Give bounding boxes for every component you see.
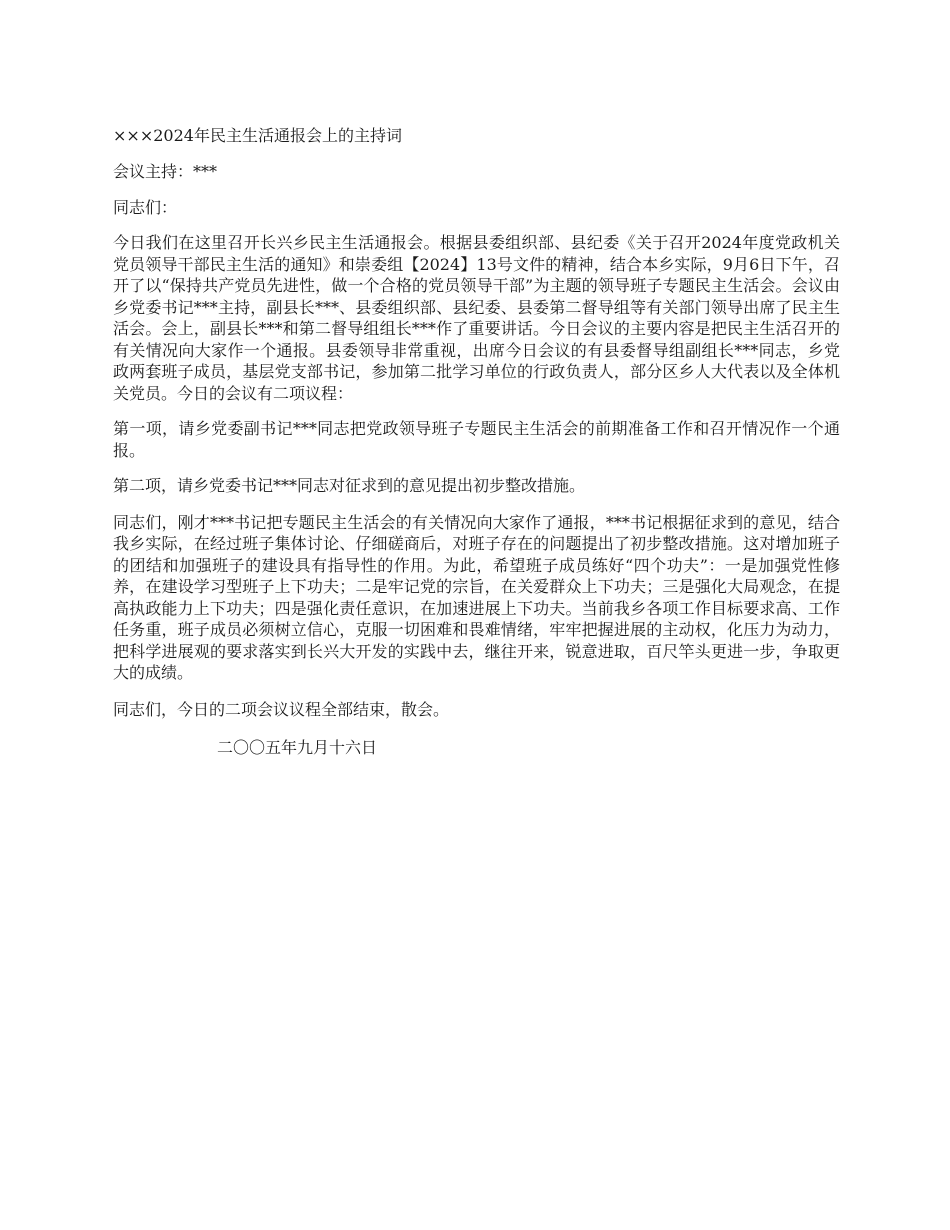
- document-body: [113, 124, 840, 760]
- paragraph-agenda-2: 第二项，请乡党委书记***同志对征求到的意见提出初步整改措施。: [113, 476, 586, 495]
- closing-line: 同志们，今日的二项会议议程全部结束，散会。: [113, 699, 450, 719]
- paragraph-intro: 今日我们在这里召开长兴乡民主生活通报会。根据县委组织部、县纪委《关于召开2024年度党政机关党员领导干部民主生活的通知》和崇委组【2024】13号文件的精神，结合本乡实际，9月6日下午，召开了以“保持共产党员先进性，做一个合格的党员领导干部”为主题的领导班子专题民主生活会。会议由乡党委书记***主持，副县长***、县委组织部、县纪委、县委第二督导组等有关部门领导出席了民主生活会。会上，副县长***和第二督导组组长***作了重要讲话。今日会议的主要内容是把民主生活召开的有关情况向大家作一个通报。县委领导非常重视，出席今日会议的有县委督导组副组长***同志，乡党政两套班子成员，基层党支部书记，参加第二批学习单位的行政负责人，部分区乡人大代表以及全体机关党员。今日的会议有二项议程：: [113, 233, 840, 403]
- greeting: 同志们：: [113, 198, 178, 217]
- host-line: 会议主持：***: [113, 162, 218, 181]
- paragraph-agenda-1: 第一项，请乡党委副书记***同志把党政领导班子专题民主生活会的前期准备工作和召开情况作一个通报。: [113, 419, 840, 460]
- paragraph-summary: 同志们，刚才***书记把专题民主生活会的有关情况向大家作了通报，***书记根据征求到的意见，结合我乡实际，在经过班子集体讨论、仔细磋商后，对班子存在的问题提出了初步整改措施。这对增加班子的团结和加强班子的建设具有指导性的作用。为此，希望班子成员练好“四个功夫”：一是加强党性修养，在建设学习型班子上下功夫；二是牢记党的宗旨，在关爱群众上下功夫；三是强化大局观念，在提高执政能力上下功夫；四是强化责任意识，在加速进展上下功夫。当前我乡各项工作目标要求高、工作任务重，班子成员必须树立信心，克服一切困难和畏难情绪，牢牢把握进展的主动权，化压力为动力，把科学进展观的要求落实到长兴大开发的实践中去，继往开来，锐意进取，百尺竿头更进一步，争取更大的成绩。: [113, 512, 840, 682]
- document-title: ×××2024年民主生活通报会上的主持词: [113, 126, 402, 145]
- document-date: 二〇〇五年九月十六日: [217, 737, 378, 757]
